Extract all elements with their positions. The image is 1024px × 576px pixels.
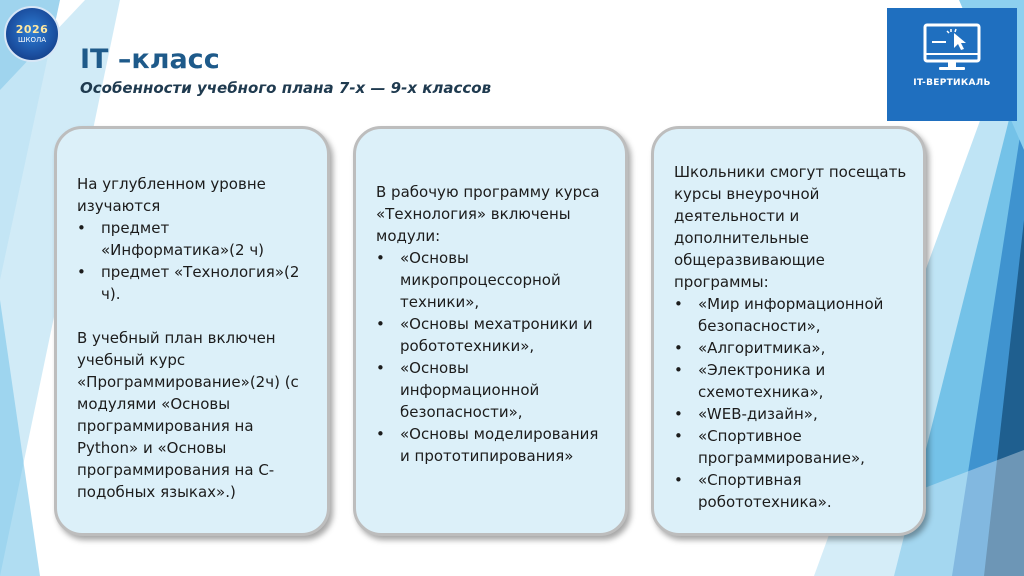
card2-list xyxy=(376,247,609,467)
card1-intro: На углубленном уровне изучаются xyxy=(77,175,266,215)
page-title: IT –класс xyxy=(80,44,220,75)
list-item: • предмет «Технология»(2 ч). xyxy=(77,261,311,305)
card-technology-modules xyxy=(353,126,628,536)
card2-intro: В рабочую программу курса «Технология» включены модули: xyxy=(376,183,600,245)
list-item: • «WEB-дизайн», xyxy=(674,403,911,425)
logo-text: ШКОЛА xyxy=(17,36,47,44)
list-item: • «Мир информационной безопасности», xyxy=(674,293,911,337)
badge-label: IT-ВЕРТИКАЛЬ xyxy=(913,78,991,88)
list-item: • «Основы моделирования и прототипирования» xyxy=(376,423,609,467)
card1-list xyxy=(77,217,311,305)
page-subtitle: Особенности учебного плана 7-х — 9-х классов xyxy=(80,79,492,97)
list-item: • «Спортивная робототехника». xyxy=(674,469,911,513)
list-item: • предмет «Информатика»(2 ч) xyxy=(77,217,311,261)
list-item: • «Электроника и схемотехника», xyxy=(674,359,911,403)
it-vertical-badge xyxy=(887,8,1017,121)
card-curriculum xyxy=(54,126,330,536)
list-item: • «Основы информационной безопасности», xyxy=(376,357,609,423)
card-extracurricular xyxy=(651,126,926,536)
school-logo xyxy=(4,6,60,62)
list-item: • «Спортивное программирование», xyxy=(674,425,911,469)
computer-cursor-icon xyxy=(921,22,983,74)
card3-list xyxy=(674,293,911,513)
card1-extra: В учебный план включен учебный курс «Программирование»(2ч) (с модулями «Основы программирования на Python» и «Основы программирования на С-подобных языках».) xyxy=(77,329,299,501)
list-item: • «Основы мехатроники и робототехники», xyxy=(376,313,609,357)
list-item: • «Алгоритмика», xyxy=(674,337,911,359)
card3-intro: Школьники смогут посещать курсы внеурочной деятельности и дополнительные общеразвивающие программы: xyxy=(674,163,907,291)
logo-year: 2026 xyxy=(15,23,49,36)
list-item: • «Основы микропроцессорной техники», xyxy=(376,247,609,313)
